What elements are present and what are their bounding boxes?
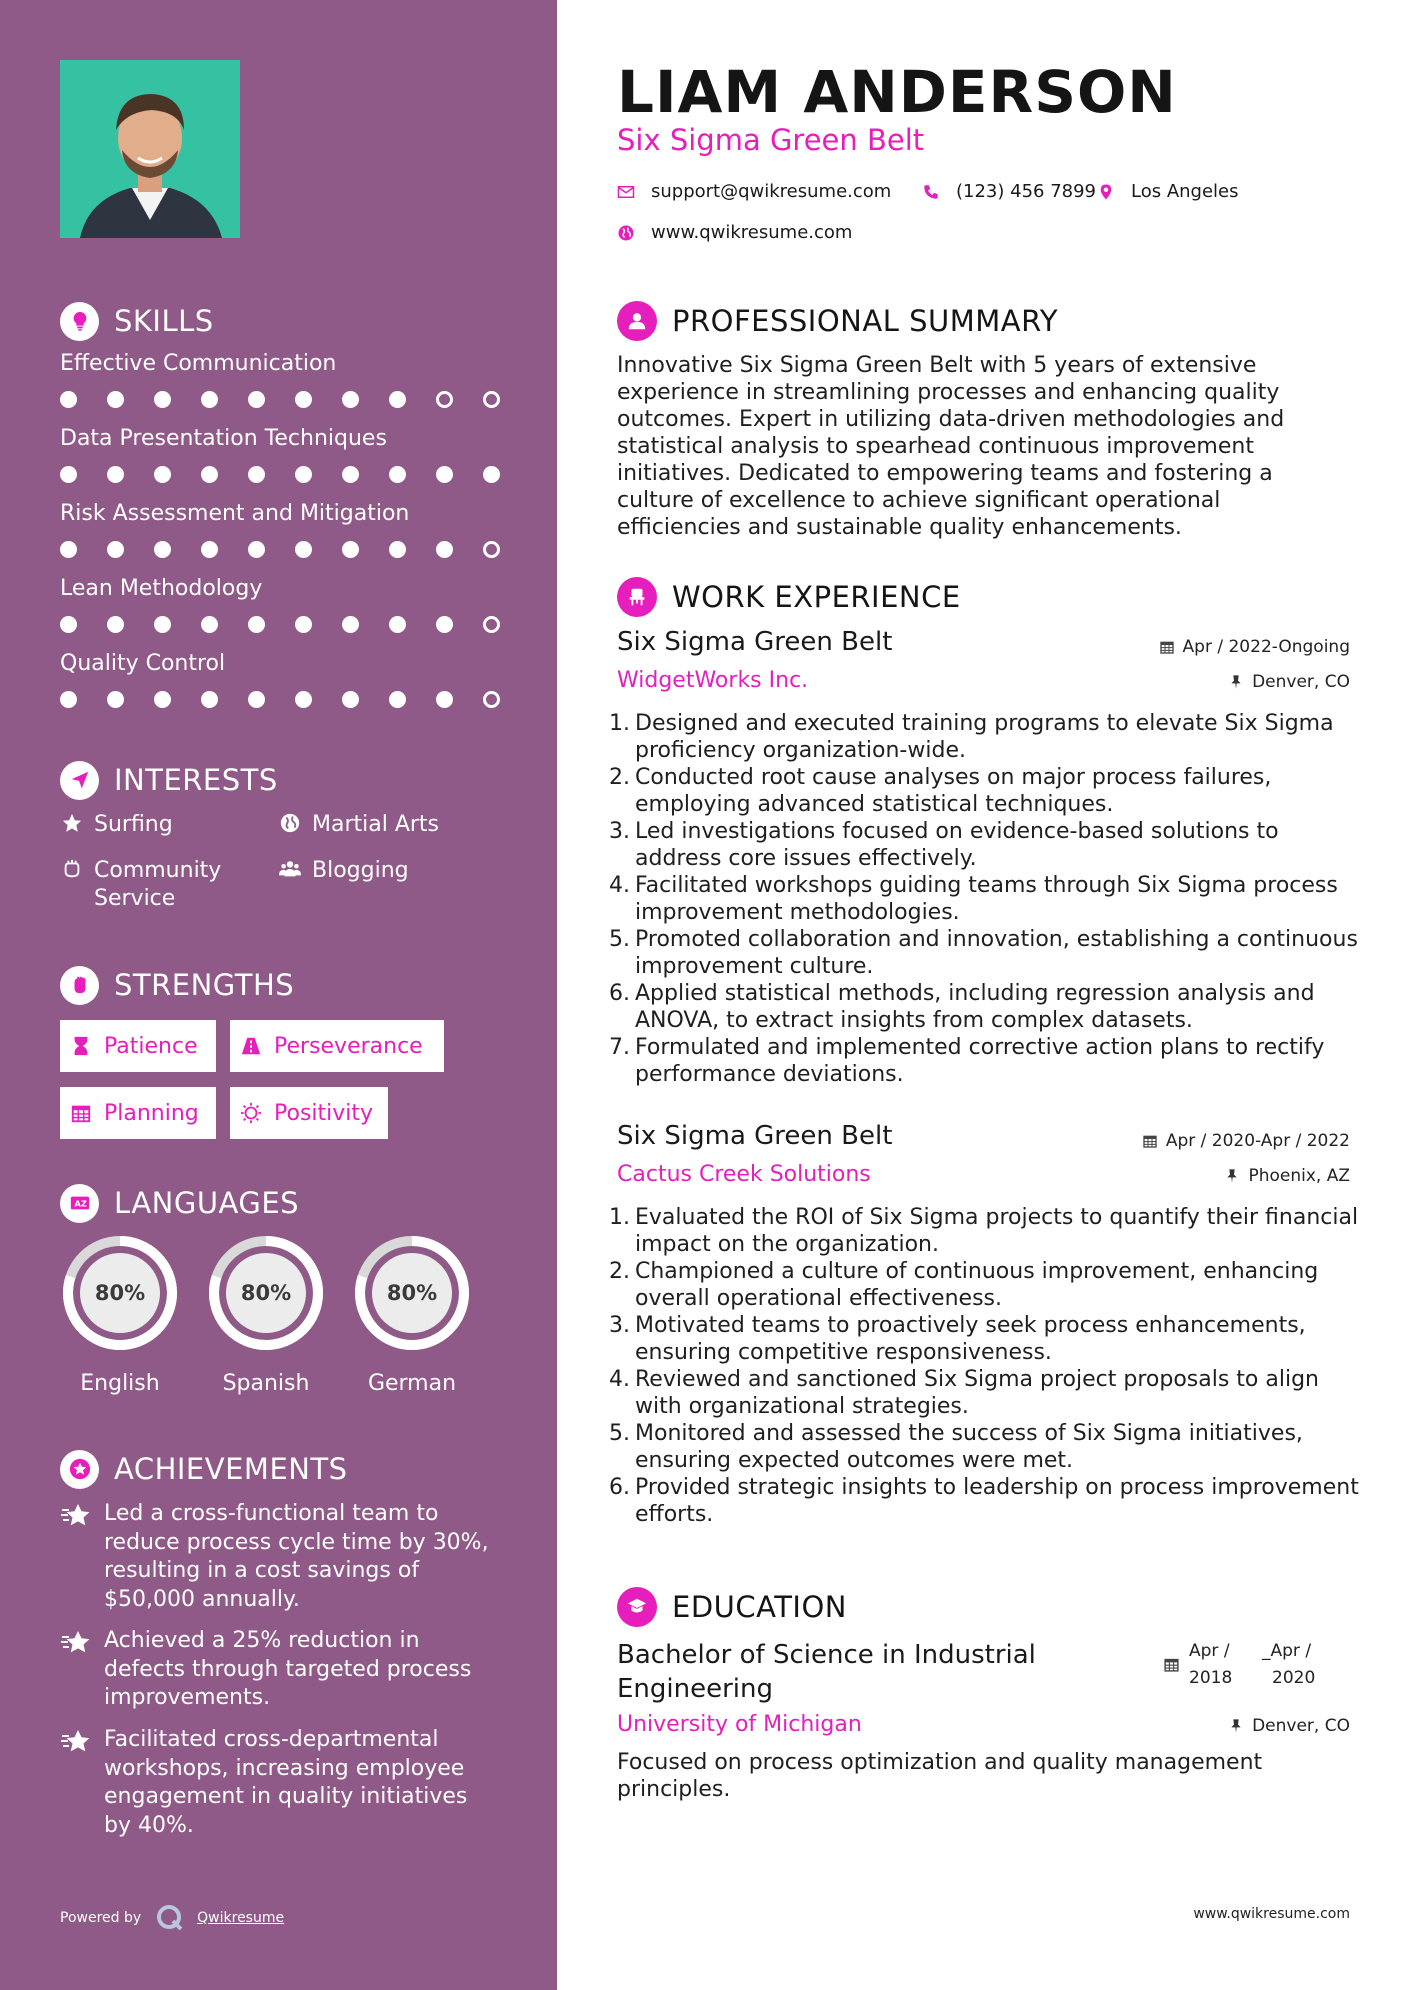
education-title: EDUCATION bbox=[672, 1590, 848, 1624]
users-icon bbox=[278, 857, 302, 881]
rating-dot-filled bbox=[248, 541, 265, 558]
rating-dot-filled bbox=[436, 616, 453, 633]
rating-dot-filled bbox=[295, 391, 312, 408]
skill-name: Risk Assessment and Mitigation bbox=[60, 501, 410, 526]
skill-rating bbox=[60, 466, 530, 483]
road-icon bbox=[240, 1035, 262, 1057]
qwikresume-logo-icon bbox=[155, 1903, 185, 1933]
language-item bbox=[350, 1231, 474, 1396]
main-content bbox=[557, 0, 1407, 1990]
skill-rating bbox=[60, 691, 530, 708]
rating-dot-filled bbox=[342, 616, 359, 633]
globe-icon bbox=[617, 224, 635, 242]
rating-dot-filled bbox=[436, 466, 453, 483]
rating-dot-filled bbox=[342, 391, 359, 408]
rating-dot-filled bbox=[342, 691, 359, 708]
contact-email[interactable] bbox=[617, 181, 891, 202]
education-location-text: Denver, CO bbox=[1252, 1716, 1350, 1736]
website-text: www.qwikresume.com bbox=[651, 222, 853, 243]
powered-by bbox=[60, 1903, 284, 1933]
item-number: 3. bbox=[609, 1313, 630, 1338]
education-heading bbox=[617, 1586, 847, 1628]
lightbulb-icon bbox=[60, 302, 99, 341]
language-item bbox=[58, 1231, 182, 1396]
education-description: Focused on process optimization and quality management principles. bbox=[617, 1750, 1263, 1802]
map-pin-icon bbox=[1097, 183, 1115, 201]
rating-dot-filled bbox=[342, 541, 359, 558]
responsibility-text: Conducted root cause analyses on major process failures, employing advanced statistical techniques. bbox=[635, 765, 1272, 817]
rating-dot-filled bbox=[248, 616, 265, 633]
calendar-icon bbox=[1142, 1133, 1158, 1149]
job-location-text: Phoenix, AZ bbox=[1248, 1166, 1350, 1186]
profile-photo-image bbox=[60, 60, 240, 238]
rating-dot-filled bbox=[154, 541, 171, 558]
interest-item bbox=[278, 857, 409, 885]
rating-dot-filled bbox=[201, 691, 218, 708]
rating-dot-filled bbox=[201, 466, 218, 483]
responsibility-item bbox=[609, 1258, 1369, 1312]
strength-label: Positivity bbox=[274, 1100, 374, 1126]
rating-dot-filled bbox=[389, 391, 406, 408]
languages-heading bbox=[60, 1183, 299, 1223]
pin-icon bbox=[1228, 1718, 1244, 1734]
language-progress-ring bbox=[204, 1231, 328, 1355]
rating-dot-filled bbox=[154, 616, 171, 633]
strength-label: Planning bbox=[104, 1100, 199, 1126]
star-badge-icon bbox=[60, 1450, 99, 1489]
rating-dot-empty bbox=[436, 391, 453, 408]
phone-icon bbox=[922, 183, 940, 201]
start-month: Apr / bbox=[1189, 1641, 1230, 1661]
interests-title: INTERESTS bbox=[114, 763, 278, 797]
rating-dot-filled bbox=[107, 691, 124, 708]
job-location-text: Denver, CO bbox=[1252, 672, 1350, 692]
skill-name: Effective Communication bbox=[60, 351, 337, 376]
rating-dot-filled bbox=[107, 616, 124, 633]
strength-badge bbox=[230, 1020, 444, 1072]
job-dates bbox=[1142, 1131, 1350, 1151]
rating-dot-filled bbox=[436, 541, 453, 558]
contact-website[interactable] bbox=[617, 222, 852, 243]
item-number: 1. bbox=[609, 1205, 630, 1230]
summary-text: Innovative Six Sigma Green Belt with 5 years of extensive experience in streamlining processes and enhancing quality outcomes. Expert in utilizing data-driven methodologies and statistical analysis to spearhead continuous improvement initiatives. Dedicated to empowering teams and fostering a culture of excellence to achieve significant operational efficiencies and sustainable quality enhancements. bbox=[617, 353, 1285, 540]
language-item bbox=[204, 1231, 328, 1396]
achievement-item bbox=[60, 1500, 500, 1614]
rating-dot-filled bbox=[248, 391, 265, 408]
rating-dot-filled bbox=[248, 466, 265, 483]
job-location bbox=[1224, 1166, 1350, 1186]
fist-icon bbox=[60, 966, 99, 1005]
item-number: 3. bbox=[609, 819, 630, 844]
rating-dot-filled bbox=[154, 691, 171, 708]
responsibility-item bbox=[609, 980, 1369, 1034]
svg-text:A: A bbox=[74, 1198, 81, 1209]
interest-label: Martial Arts bbox=[312, 812, 440, 837]
rating-dot-filled bbox=[107, 466, 124, 483]
responsibility-text: Facilitated workshops guiding teams through Six Sigma process improvement methodologies. bbox=[635, 873, 1338, 925]
rating-dot-filled bbox=[154, 466, 171, 483]
envelope-icon bbox=[617, 183, 635, 201]
company-name: Cactus Creek Solutions bbox=[617, 1162, 871, 1187]
paper-plane-icon bbox=[60, 761, 99, 800]
item-number: 2. bbox=[609, 765, 630, 790]
achievement-text: Achieved a 25% reduction in defects through targeted process improvements. bbox=[104, 1628, 472, 1710]
item-number: 6. bbox=[609, 1475, 630, 1500]
responsibility-text: Promoted collaboration and innovation, establishing a continuous improvement culture. bbox=[635, 927, 1358, 979]
interest-item bbox=[60, 811, 173, 839]
responsibility-item bbox=[609, 710, 1369, 764]
job-title: Six Sigma Green Belt bbox=[617, 627, 893, 657]
responsibility-item bbox=[609, 872, 1369, 926]
job-dates-text: Apr / 2022-Ongoing bbox=[1182, 637, 1350, 657]
skill-name: Quality Control bbox=[60, 651, 226, 676]
rating-dot-filled bbox=[107, 541, 124, 558]
globe-icon bbox=[278, 811, 302, 835]
responsibility-text: Applied statistical methods, including regression analysis and ANOVA, to extract insights from complex datasets. bbox=[635, 981, 1315, 1033]
company-name: WidgetWorks Inc. bbox=[617, 668, 809, 693]
item-number: 1. bbox=[609, 711, 630, 736]
strength-badge bbox=[230, 1087, 388, 1139]
responsibility-text: Reviewed and sanctioned Six Sigma project proposals to align with organizational strategies. bbox=[635, 1367, 1319, 1419]
calendar-icon bbox=[1159, 639, 1175, 655]
footer-website-link[interactable]: www.qwikresume.com bbox=[1193, 1906, 1350, 1922]
qwikresume-link[interactable]: Qwikresume bbox=[197, 1910, 285, 1926]
strength-label: Patience bbox=[104, 1033, 198, 1059]
rating-dot-filled bbox=[201, 391, 218, 408]
rating-dot-filled bbox=[342, 466, 359, 483]
education-start-date bbox=[1189, 1638, 1232, 1692]
responsibility-item bbox=[609, 1204, 1369, 1258]
rating-dot-empty bbox=[483, 391, 500, 408]
achievement-text: Facilitated cross-departmental workshops, increasing employee engagement in quality initiatives by 40%. bbox=[104, 1727, 468, 1838]
skill-rating bbox=[60, 616, 530, 633]
strengths-heading bbox=[60, 965, 294, 1005]
rating-dot-empty bbox=[483, 541, 500, 558]
chair-icon bbox=[617, 577, 657, 617]
language-progress-ring bbox=[350, 1231, 474, 1355]
location-text: Los Angeles bbox=[1131, 181, 1239, 202]
start-year: 2018 bbox=[1189, 1668, 1233, 1688]
rating-dot-filled bbox=[60, 391, 77, 408]
item-number: 2. bbox=[609, 1259, 630, 1284]
contact-phone[interactable] bbox=[922, 181, 1096, 202]
rating-dot-empty bbox=[483, 616, 500, 633]
responsibility-text: Monitored and assessed the success of Six Sigma initiatives, ensuring expected outcomes were met. bbox=[635, 1421, 1303, 1473]
responsibility-item bbox=[609, 1474, 1369, 1528]
education-end-date bbox=[1262, 1638, 1315, 1692]
language-percent: 80% bbox=[94, 1281, 146, 1305]
rating-dot-filled bbox=[60, 691, 77, 708]
responsibility-item bbox=[609, 1034, 1369, 1088]
rating-dot-filled bbox=[436, 691, 453, 708]
school-name: University of Michigan bbox=[617, 1712, 862, 1737]
rating-dot-filled bbox=[389, 616, 406, 633]
strength-label: Perseverance bbox=[274, 1033, 423, 1059]
rating-dot-filled bbox=[248, 691, 265, 708]
responsibility-text: Led investigations focused on evidence-based solutions to address core issues effectively. bbox=[635, 819, 1279, 871]
item-number: 4. bbox=[609, 1367, 630, 1392]
language-icon bbox=[60, 1184, 99, 1223]
responsibility-text: Provided strategic insights to leadership on process improvement efforts. bbox=[635, 1475, 1359, 1527]
hourglass-icon bbox=[70, 1035, 92, 1057]
interest-item bbox=[60, 857, 244, 913]
responsibility-item bbox=[609, 764, 1369, 818]
rating-dot-filled bbox=[295, 541, 312, 558]
pin-icon bbox=[1228, 674, 1244, 690]
education-location bbox=[1228, 1716, 1350, 1736]
strength-badge bbox=[60, 1020, 216, 1072]
skills-heading bbox=[60, 301, 214, 341]
responsibility-item bbox=[609, 1366, 1369, 1420]
language-progress-ring bbox=[58, 1231, 182, 1355]
rating-dot-filled bbox=[60, 541, 77, 558]
achievement-star-icon bbox=[60, 1500, 92, 1532]
rating-dot-filled bbox=[154, 391, 171, 408]
powered-by-label: Powered by bbox=[60, 1910, 142, 1926]
interest-label: Surfing bbox=[94, 812, 173, 837]
contact-location bbox=[1097, 181, 1239, 202]
interests-heading bbox=[60, 760, 278, 800]
end-month: _Apr / bbox=[1262, 1641, 1312, 1661]
language-name: German bbox=[367, 1371, 457, 1396]
languages-title: LANGUAGES bbox=[114, 1186, 300, 1220]
achievement-star-icon bbox=[60, 1627, 92, 1659]
rating-dot-filled bbox=[389, 541, 406, 558]
candidate-name: LIAM ANDERSON bbox=[617, 58, 1177, 126]
achievement-star-icon bbox=[60, 1726, 92, 1758]
responsibility-text: Formulated and implemented corrective action plans to rectify performance deviations. bbox=[635, 1035, 1325, 1087]
summary-heading bbox=[617, 300, 1058, 342]
experience-title: WORK EXPERIENCE bbox=[672, 580, 961, 614]
job-responsibilities bbox=[609, 710, 1369, 1088]
phone-text: (123) 456 7899 bbox=[956, 181, 1097, 202]
user-icon bbox=[617, 301, 657, 341]
skill-name: Data Presentation Techniques bbox=[60, 426, 387, 451]
interest-item bbox=[278, 811, 439, 839]
responsibility-text: Designed and executed training programs to elevate Six Sigma proficiency organization-wide. bbox=[635, 711, 1334, 763]
skill-name: Lean Methodology bbox=[60, 576, 263, 601]
calendar-icon bbox=[1163, 1656, 1180, 1673]
rating-dot-filled bbox=[295, 691, 312, 708]
job-responsibilities bbox=[609, 1204, 1369, 1528]
rating-dot-filled bbox=[201, 616, 218, 633]
end-year: 2020 bbox=[1272, 1668, 1316, 1688]
rating-dot-empty bbox=[483, 691, 500, 708]
responsibility-text: Championed a culture of continuous improvement, enhancing overall operational effectiveness. bbox=[635, 1259, 1319, 1311]
rating-dot-filled bbox=[60, 616, 77, 633]
skill-rating bbox=[60, 391, 530, 408]
rating-dot-filled bbox=[60, 466, 77, 483]
graduate-icon bbox=[617, 1587, 657, 1627]
summary-title: PROFESSIONAL SUMMARY bbox=[672, 304, 1059, 338]
rating-dot-filled bbox=[295, 616, 312, 633]
item-number: 5. bbox=[609, 927, 630, 952]
responsibility-text: Motivated teams to proactively seek process enhancements, ensuring competitive responsiveness. bbox=[635, 1313, 1306, 1365]
skills-title: SKILLS bbox=[114, 304, 214, 338]
interest-label: Blogging bbox=[312, 858, 409, 883]
interest-label: Community Service bbox=[94, 858, 222, 911]
achievements-title: ACHIEVEMENTS bbox=[114, 1452, 348, 1486]
job-dates bbox=[1159, 637, 1350, 657]
achievement-text: Led a cross-functional team to reduce process cycle time by 30%, resulting in a cost savings of $50,000 annually. bbox=[104, 1501, 489, 1612]
job-dates-text: Apr / 2020-Apr / 2022 bbox=[1165, 1131, 1350, 1151]
degree-title: Bachelor of Science in Industrial Engineering bbox=[617, 1640, 1036, 1704]
item-number: 5. bbox=[609, 1421, 630, 1446]
star-icon bbox=[60, 811, 84, 835]
language-percent: 80% bbox=[386, 1281, 438, 1305]
strength-badge bbox=[60, 1087, 216, 1139]
language-name: Spanish bbox=[222, 1371, 310, 1396]
language-percent: 80% bbox=[240, 1281, 292, 1305]
rating-dot-filled bbox=[389, 466, 406, 483]
rating-dot-filled bbox=[295, 466, 312, 483]
candidate-role: Six Sigma Green Belt bbox=[617, 123, 925, 157]
item-number: 4. bbox=[609, 873, 630, 898]
achievements-heading bbox=[60, 1449, 348, 1489]
item-number: 6. bbox=[609, 981, 630, 1006]
responsibility-item bbox=[609, 818, 1369, 872]
rating-dot-filled bbox=[107, 391, 124, 408]
language-name: English bbox=[80, 1371, 160, 1396]
skill-rating bbox=[60, 541, 530, 558]
svg-text:Z: Z bbox=[80, 1198, 87, 1209]
profile-photo bbox=[60, 60, 240, 238]
pin-icon bbox=[1224, 1168, 1240, 1184]
experience-heading bbox=[617, 576, 961, 618]
sidebar bbox=[0, 0, 557, 1990]
sun-icon bbox=[240, 1102, 262, 1124]
achievement-item bbox=[60, 1627, 500, 1713]
item-number: 7. bbox=[609, 1035, 630, 1060]
hand-icon bbox=[60, 857, 84, 881]
job-title: Six Sigma Green Belt bbox=[617, 1121, 893, 1151]
email-text: support@qwikresume.com bbox=[651, 181, 892, 202]
rating-dot-filled bbox=[201, 541, 218, 558]
job-location bbox=[1228, 672, 1350, 692]
strengths-title: STRENGTHS bbox=[114, 968, 295, 1002]
rating-dot-filled bbox=[483, 466, 500, 483]
achievement-item bbox=[60, 1726, 500, 1840]
responsibility-text: Evaluated the ROI of Six Sigma projects to quantify their financial impact on the organization. bbox=[635, 1205, 1359, 1257]
responsibility-item bbox=[609, 1312, 1369, 1366]
rating-dot-filled bbox=[389, 691, 406, 708]
responsibility-item bbox=[609, 926, 1369, 980]
calendar-icon bbox=[70, 1102, 92, 1124]
responsibility-item bbox=[609, 1420, 1369, 1474]
